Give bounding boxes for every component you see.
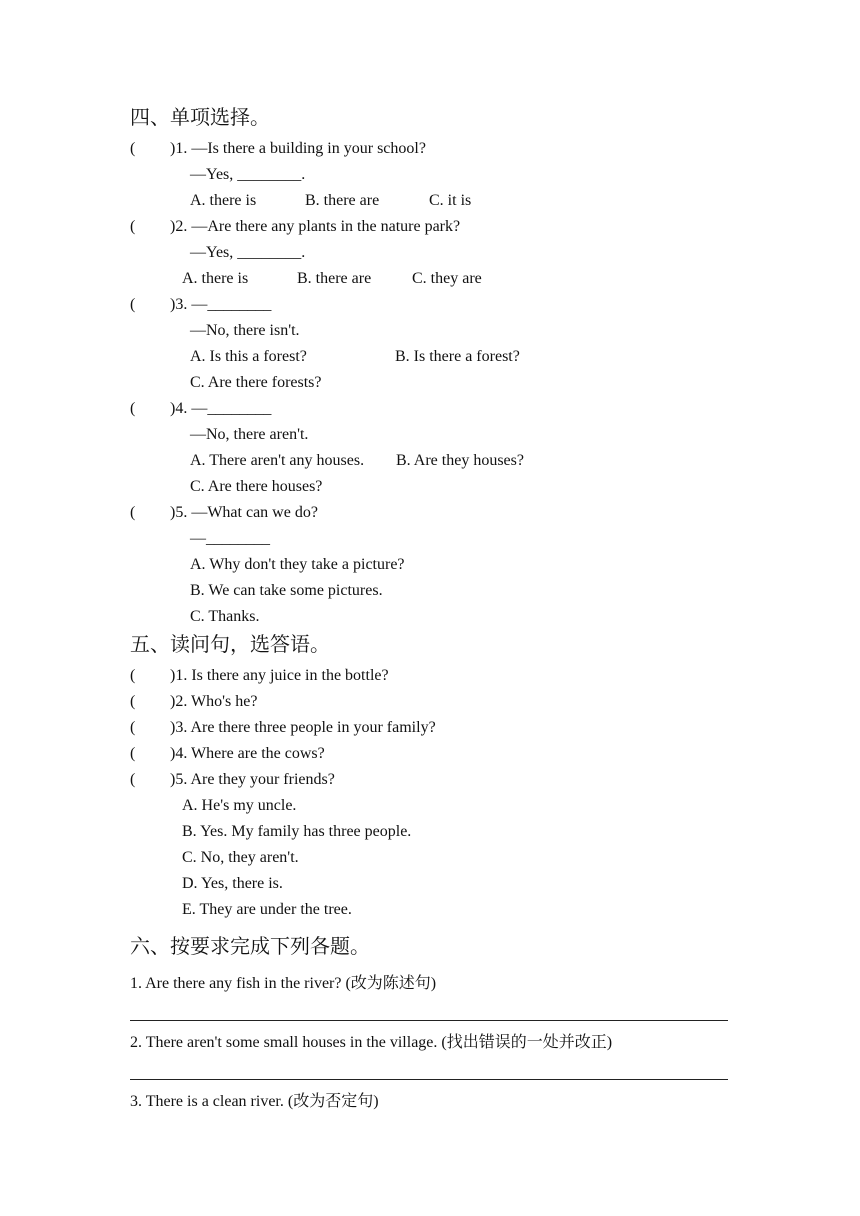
option-c: C. Are there houses?	[190, 478, 323, 495]
answer-line[interactable]	[130, 1079, 728, 1080]
question-reply: —________	[190, 530, 270, 547]
question-text: )1. Is there any juice in the bottle?	[170, 667, 389, 684]
answer-choice: E. They are under the tree.	[182, 901, 352, 918]
option-a: A. there is	[190, 192, 257, 209]
option-b: B. Is there a forest?	[395, 348, 520, 365]
option-a: A. there is	[182, 270, 249, 287]
question-text: )5. Are they your friends?	[170, 771, 335, 788]
question-reply: —No, there isn't.	[190, 322, 300, 339]
question-text: )3. Are there three people in your family?	[170, 719, 436, 736]
answer-choice: C. No, they aren't.	[182, 849, 299, 866]
answer-paren: (	[130, 745, 136, 762]
option-a: A. Why don't they take a picture?	[190, 556, 405, 573]
option-b: B. there are	[305, 192, 380, 209]
answer-paren: (	[130, 719, 136, 736]
task-item: 3. There is a clean river. (改为否定句)	[130, 1093, 379, 1110]
question-text: )4. Where are the cows?	[170, 745, 325, 762]
answer-paren: (	[130, 771, 136, 788]
answer-paren: (	[130, 504, 136, 521]
option-c: C. Thanks.	[190, 608, 260, 625]
option-c: C. Are there forests?	[190, 374, 322, 391]
option-c: C. it is	[429, 192, 472, 209]
answer-line[interactable]	[130, 1020, 728, 1021]
question-stem: )5. —What can we do?	[170, 504, 318, 521]
section-4-heading: 四、单项选择。	[130, 105, 270, 129]
answer-paren: (	[130, 693, 136, 710]
answer-choice: D. Yes, there is.	[182, 875, 283, 892]
task-item: 2. There aren't some small houses in the village. (找出错误的一处并改正)	[130, 1034, 613, 1051]
option-b: B. We can take some pictures.	[190, 582, 383, 599]
option-b: B. Are they houses?	[396, 452, 524, 469]
answer-paren: (	[130, 296, 136, 313]
answer-paren: (	[130, 218, 136, 235]
answer-choice: B. Yes. My family has three people.	[182, 823, 412, 840]
answer-choice: A. He's my uncle.	[182, 797, 297, 814]
option-b: B. there are	[297, 270, 372, 287]
answer-paren: (	[130, 140, 136, 157]
option-a: A. Is this a forest?	[190, 348, 307, 365]
section-5-heading: 五、读问句，选答语。	[130, 632, 330, 656]
question-reply: —Yes, ________.	[190, 166, 306, 183]
option-a: A. There aren't any houses.	[190, 452, 365, 469]
question-reply: —Yes, ________.	[190, 244, 306, 261]
question-stem: )1. —Is there a building in your school?	[170, 140, 426, 157]
question-stem: )4. —________	[170, 400, 272, 417]
answer-paren: (	[130, 667, 136, 684]
task-item: 1. Are there any fish in the river? (改为陈述句)	[130, 975, 437, 992]
question-stem: )3. —________	[170, 296, 272, 313]
answer-paren: (	[130, 400, 136, 417]
question-reply: —No, there aren't.	[190, 426, 309, 443]
option-c: C. they are	[412, 270, 482, 287]
section-6-heading: 六、按要求完成下列各题。	[130, 934, 370, 958]
question-text: )2. Who's he?	[170, 693, 258, 710]
question-stem: )2. —Are there any plants in the nature park?	[170, 218, 461, 235]
